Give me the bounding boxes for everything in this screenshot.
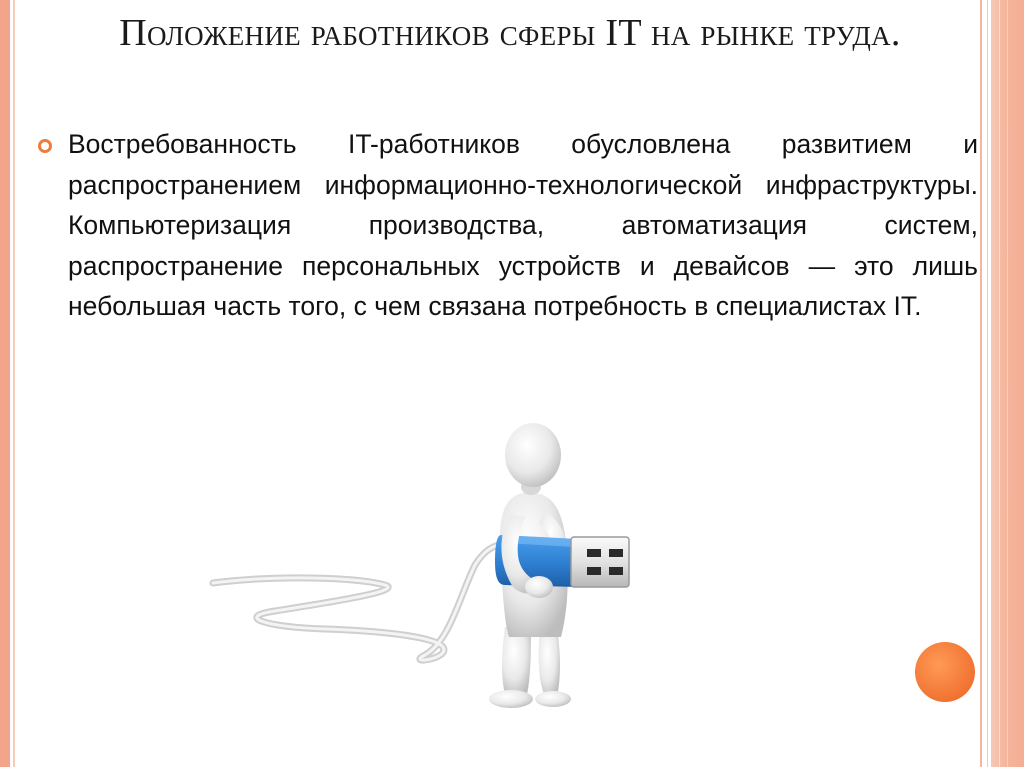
frame-right-band [991,0,1024,767]
usb-cable [213,545,505,660]
frame-right-thin-line [987,0,988,767]
frame-left-band [0,0,10,767]
frame-left-line [13,0,15,767]
ring-bullet-icon [37,138,53,154]
orange-circle-decoration [913,640,977,704]
bullet-text: Востребованность IT-работников обусловлена развитием и распространением информационно-технологической инфраструктуры. Компьютеризация производства, автоматизация систем, распространение персональных устройств и девайсов — это лишь небольшая часть того, с чем связана потребность в специалистах IT. [68,129,978,321]
frame-right-line [980,0,982,767]
person-carrying-usb-illustration [205,415,665,715]
slide-title: Положение работников сферы IT на рынке труда. [119,12,901,54]
figure-head [505,423,561,487]
